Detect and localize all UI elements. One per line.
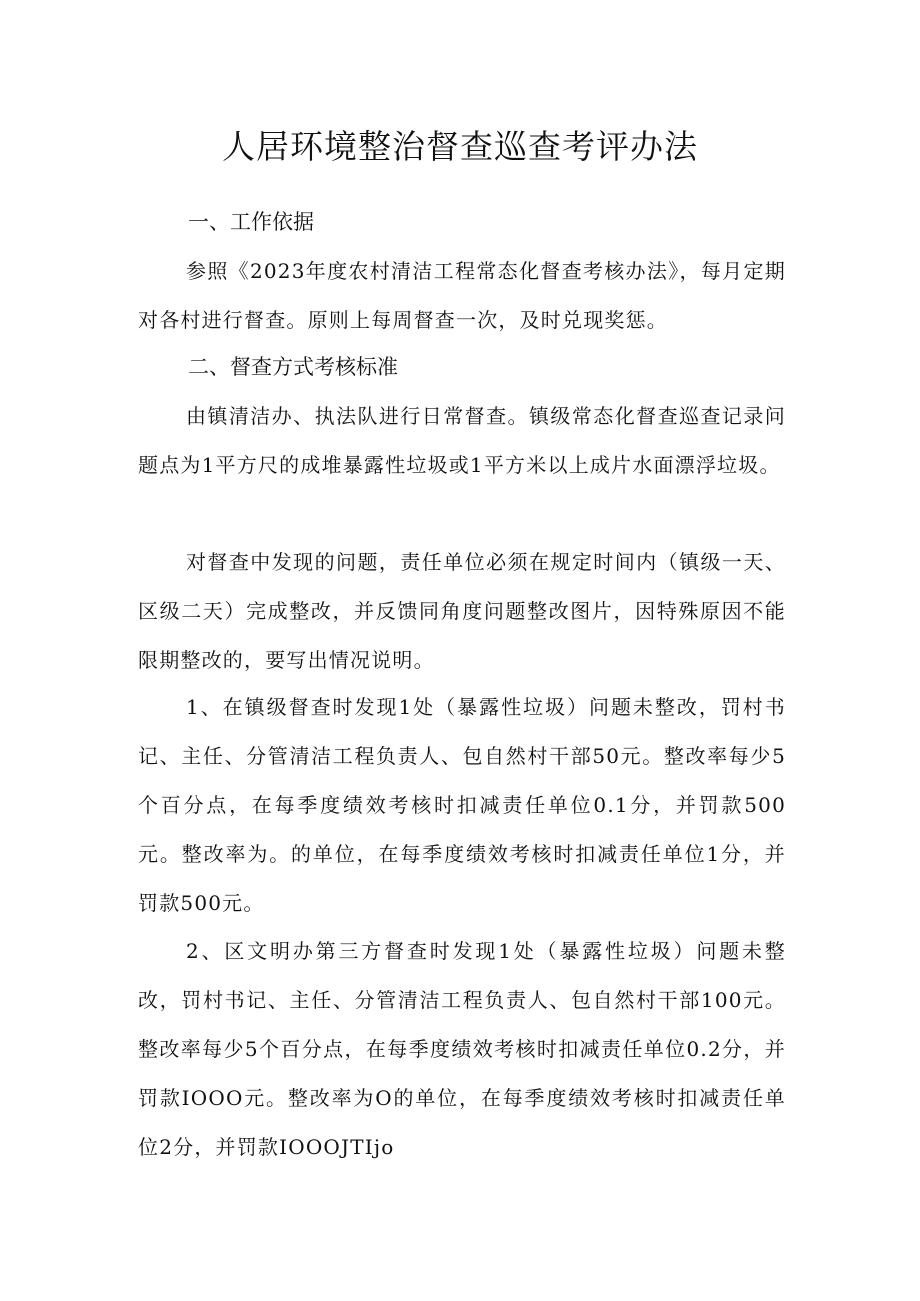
section-heading-method: 二、督查方式考核标准 [188, 355, 398, 379]
paragraph-rule-district: 2、区文明办第三方督查时发现1处（暴露性垃圾）问题未整改，罚村书记、主任、分管清洁工程负责人、包自然村干部100元。整改率每少5个百分点，在每季度绩效考核时扣减责任单位0.2分，并罚款IOOO元。整改率为O的单位，在每季度绩效考核时扣减责任单位2分，并罚款IOOOJTIjo [138, 939, 786, 1159]
paragraph-rule-town: 1、在镇级督查时发现1处（暴露性垃圾）问题未整改，罚村书记、主任、分管清洁工程负责人、包自然村干部50元。整改率每少5个百分点，在每季度绩效考核时扣减责任单位0.1分，并罚款500元。整改率为。的单位，在每季度绩效考核时扣减责任单位1分，并罚款500元。 [138, 695, 786, 915]
paragraph-daily-inspection: 由镇清洁办、执法队进行日常督查。镇级常态化督查巡查记录问题点为1平方尺的成堆暴露性垃圾或1平方米以上成片水面漂浮垃圾。 [138, 404, 786, 477]
paragraph-basis: 参照《2023年度农村清洁工程常态化督查考核办法》，每月定期对各村进行督查。原则上每周督查一次，及时兑现奖惩。 [138, 259, 786, 332]
section-heading-basis: 一、工作依据 [188, 210, 314, 234]
paragraph-rectification: 对督查中发现的问题，责任单位必须在规定时间内（镇级一天、区级二天）完成整改，并反馈同角度问题整改图片，因特殊原因不能限期整改的，要写出情况说明。 [138, 550, 786, 672]
document-title: 人居环境整治督查巡查考评办法 [222, 127, 698, 166]
